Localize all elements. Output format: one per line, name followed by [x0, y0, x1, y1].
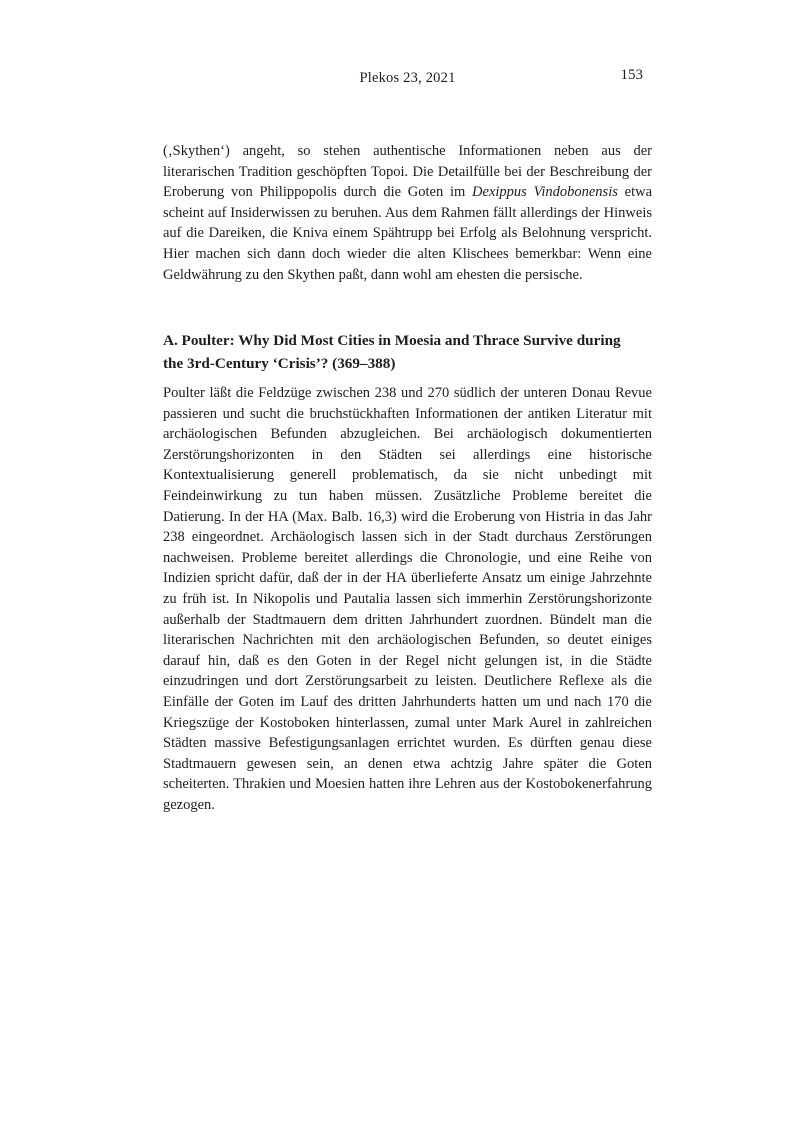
page-number: 153	[620, 67, 643, 83]
continuation-paragraph-text-after: etwa scheint auf Insiderwissen zu beruhen. Aus dem Rahmen fällt allerdings der Hinweis auf die Dareiken, die Kniva einem Spähtrupp bei Erfolg als Belohnung verspricht. Hier machen sich dann doch wieder die alten Klischees bemerkbar: Wenn eine Geldwährung zu den Skythen paßt, dann wohl am ehesten die persische.	[163, 184, 652, 283]
section-heading-line-2: the 3rd-Century ‘Crisis’? (369–388)	[163, 355, 396, 372]
running-head: Plekos 23, 2021	[359, 70, 456, 86]
work-title-dexippus-vindobonensis: Dexippus Vindobonensis	[472, 184, 618, 201]
continuation-paragraph-text-before: (‚Skythen‘) angeht, so stehen authentische Informationen neben aus der literarischen Tradition geschöpften Topoi. Die Detailfülle bei der Beschreibung der Eroberung von Philippopolis durch die Goten im	[163, 143, 652, 201]
section-review-paragraph: Poulter läßt die Feldzüge zwischen 238 und 270 südlich der unteren Donau Revue passieren und sucht die bruchstückhaften Informationen der antiken Literatur mit archäologischen Befunden abzugleichen. Bei archäologisch dokumentierten Zerstörungshorizonten in den Städten sei allerdings eine historische Kontextualisierung generell problematisch, da sie nicht unbedingt mit Feindeinwirkung zu tun haben müssen. Zusätzliche Probleme bereitet die Datierung. In der HA (Max. Balb. 16,3) wird die Eroberung von Histria in das Jahr 238 eingeordnet. Archäologisch lassen sich in der Stadt durchaus Zerstörungen nachweisen. Probleme bereitet allerdings die Chronologie, und eine Reihe von Indizien spricht dafür, daß der in der HA überlieferte Ansatz um einige Jahrzehnte zu früh ist. In Nikopolis und Pautalia lassen sich immerhin Zerstörungshorizonte außerhalb der Stadtmauern dem dritten Jahrhundert zuordnen. Bündelt man die literarischen Nachrichten mit den archäologischen Befunden, so deutet einiges darauf hin, daß es den Goten in der Regel nicht gelungen ist, in die Städte einzudringen und dort Zerstörungsarbeit zu leisten. Deutlichere Reflexe als die Einfälle der Goten im Lauf des dritten Jahrhunderts hatten um und nach 170 die Kriegszüge der Kostoboken hinterlassen, zumal unter Mark Aurel in zahlreichen Städten massive Befestigungsanlagen errichtet wurden. Es dürften genau diese Stadtmauern gewesen sein, an denen etwa achtzig Jahre später die Goten scheiterten. Thrakien und Moesien hatten ihre Lehren aus der Kostobokenerfahrung gezogen.	[163, 385, 652, 813]
section-heading	[163, 329, 663, 375]
continuation-paragraph	[163, 141, 652, 285]
section-heading-line-1: A. Poulter: Why Did Most Cities in Moesia and Thrace Survive during	[163, 332, 621, 349]
